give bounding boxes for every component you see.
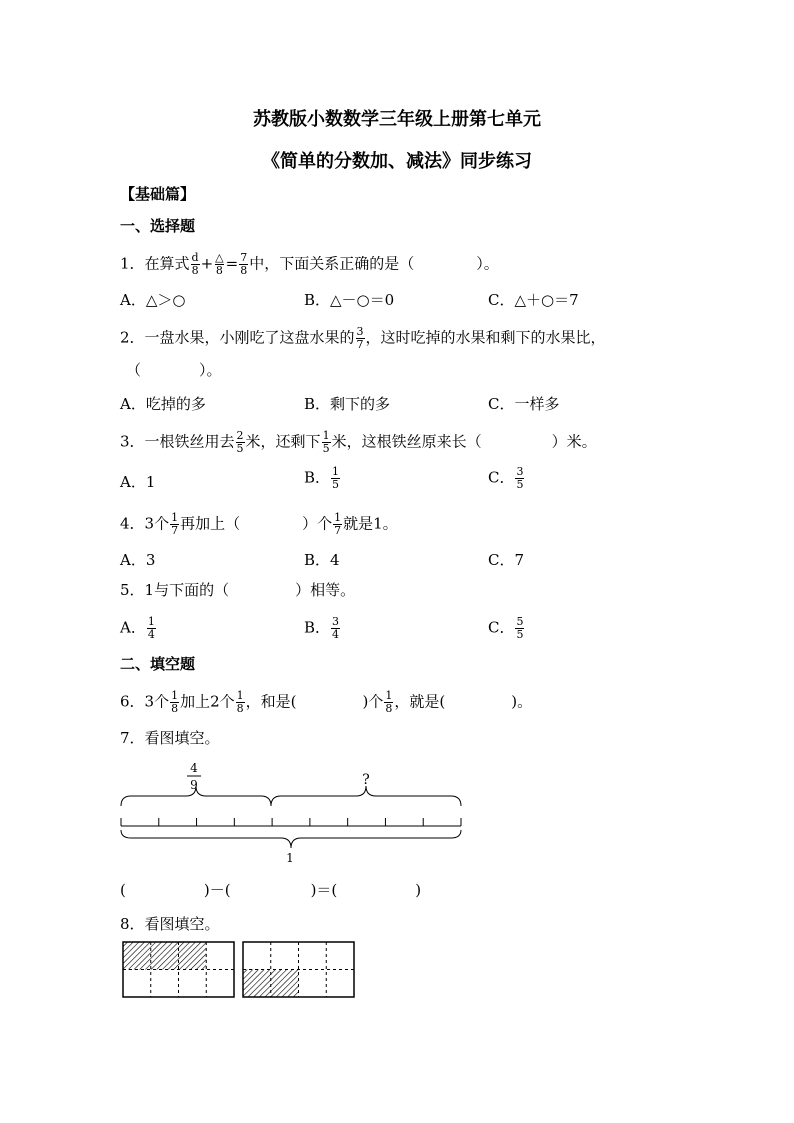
question-8: 8．看图填空。: [120, 915, 220, 933]
q3-fraction-2: $\frac{1}{5}$: [322, 429, 330, 455]
q4-mid: 再加上（: [180, 514, 241, 533]
q3-option-c-fraction: $\frac{3}{5}$: [516, 465, 524, 491]
q1-equals: =: [225, 254, 239, 273]
q3-prefix: 3．一根铁丝用去: [120, 432, 235, 451]
q6-mid: 加上2个: [180, 692, 235, 711]
shaded-cell: [243, 970, 271, 998]
q7-total-label: 1: [286, 851, 294, 865]
q5-option-a[interactable]: A． $\frac{1}{4}$: [120, 615, 155, 641]
q7-paren-end: ): [415, 881, 422, 899]
q5-option-b[interactable]: B． $\frac{3}{4}$: [304, 615, 340, 641]
q7-fraction-numerator: 4: [190, 761, 198, 775]
q4-prefix: 4．3个: [120, 514, 170, 533]
q8-grid-2: [243, 942, 354, 997]
section-basic: 【基础篇】: [120, 185, 196, 203]
q7-fraction-denominator: 9: [190, 778, 198, 792]
question-7: 7．看图填空。: [120, 729, 220, 747]
q1-end: ）。: [476, 254, 499, 273]
q1-plus: +: [200, 254, 214, 273]
q6-prefix: 6．3个: [120, 692, 170, 711]
q4-fraction-2: $\frac{1}{7}$: [334, 511, 342, 537]
q7-paren-1: (: [120, 881, 126, 899]
shaded-cell: [123, 942, 151, 970]
q5-option-c[interactable]: C． $\frac{5}{5}$: [488, 615, 524, 641]
q6-mid3: )个: [362, 692, 384, 711]
q4-mid2: ）个: [302, 514, 333, 533]
q4-option-c[interactable]: C．7: [488, 551, 525, 569]
q4-fraction-1: $\frac{1}{7}$: [171, 511, 179, 537]
shaded-cell: [271, 970, 299, 998]
q4-option-a[interactable]: A．3: [120, 551, 156, 569]
q1-option-b[interactable]: B．△－○＝0: [304, 291, 395, 309]
q6-mid4: ，就是(: [394, 692, 446, 711]
q1-prefix: 1．在算式: [120, 254, 190, 273]
q5-end: ）相等。: [295, 581, 356, 599]
q2-suffix: ，这时吃掉的水果和剩下的水果比，: [365, 328, 606, 347]
q2-option-b[interactable]: B．剩下的多: [304, 395, 391, 413]
q5-text: 5．1与下面的（: [120, 581, 230, 599]
q3-option-c[interactable]: C． $\frac{3}{5}$: [488, 465, 524, 491]
q3-mid: 米，还剩下: [245, 432, 321, 451]
section-heading-choice: 一、选择题: [120, 217, 196, 235]
q3-option-a[interactable]: A．1: [120, 473, 156, 491]
page-subtitle: 《简单的分数加、减法》同步练习: [262, 151, 532, 172]
q3-option-b-fraction: $\frac{1}{5}$: [332, 465, 340, 491]
q3-fraction-1: $\frac{2}{5}$: [236, 429, 244, 455]
q6-mid2: ，和是(: [245, 692, 297, 711]
q2-fraction: $\frac{3}{7}$: [356, 325, 364, 351]
q1-fraction-3: $\frac{7}{8}$: [240, 251, 248, 277]
q2-option-a[interactable]: A．吃掉的多: [120, 395, 206, 413]
q4-option-b[interactable]: B．4: [304, 551, 340, 569]
q4-suffix: 就是1。: [343, 514, 398, 533]
q3-end: ）米。: [551, 432, 597, 451]
q8-grid-1: [123, 942, 234, 997]
q6-fraction-3: $\frac{1}{8}$: [385, 689, 393, 715]
q1-fraction-1: $\frac{d}{8}$: [191, 251, 199, 277]
q5-option-a-fraction: $\frac{1}{4}$: [147, 615, 155, 641]
q2-prefix: 2．一盘水果，小刚吃了这盘水果的: [120, 328, 355, 347]
q5-option-b-fraction: $\frac{3}{4}$: [332, 615, 340, 641]
q2-close-paren: ）。: [199, 361, 222, 379]
q7-minus: )－(: [203, 881, 231, 899]
q3-option-b[interactable]: B． $\frac{1}{5}$: [304, 465, 340, 491]
q2-option-c[interactable]: C．一样多: [488, 395, 560, 413]
page-title: 苏教版小数数学三年级上册第七单元: [253, 109, 541, 130]
shaded-cell: [151, 942, 179, 970]
q2-open-paren: （: [126, 361, 142, 379]
q7-equals: )＝(: [310, 881, 338, 899]
q7-question-mark: ?: [362, 772, 370, 788]
section-heading-fill: 二、填空题: [120, 655, 196, 673]
q6-fraction-1: $\frac{1}{8}$: [171, 689, 179, 715]
q1-option-a[interactable]: A．△＞○: [120, 291, 186, 309]
q3-suffix: 米，这根铁丝原来长（: [331, 432, 482, 451]
q6-fraction-2: $\frac{1}{8}$: [236, 689, 244, 715]
q6-end: )。: [511, 692, 533, 711]
q1-fraction-2: $\frac{\triangle}{8}$: [215, 251, 224, 277]
shaded-cell: [179, 942, 207, 970]
q1-option-c[interactable]: C．△＋○＝7: [488, 291, 579, 309]
q1-suffix: 中，下面关系正确的是（: [249, 254, 415, 273]
q5-option-c-fraction: $\frac{5}{5}$: [516, 615, 524, 641]
